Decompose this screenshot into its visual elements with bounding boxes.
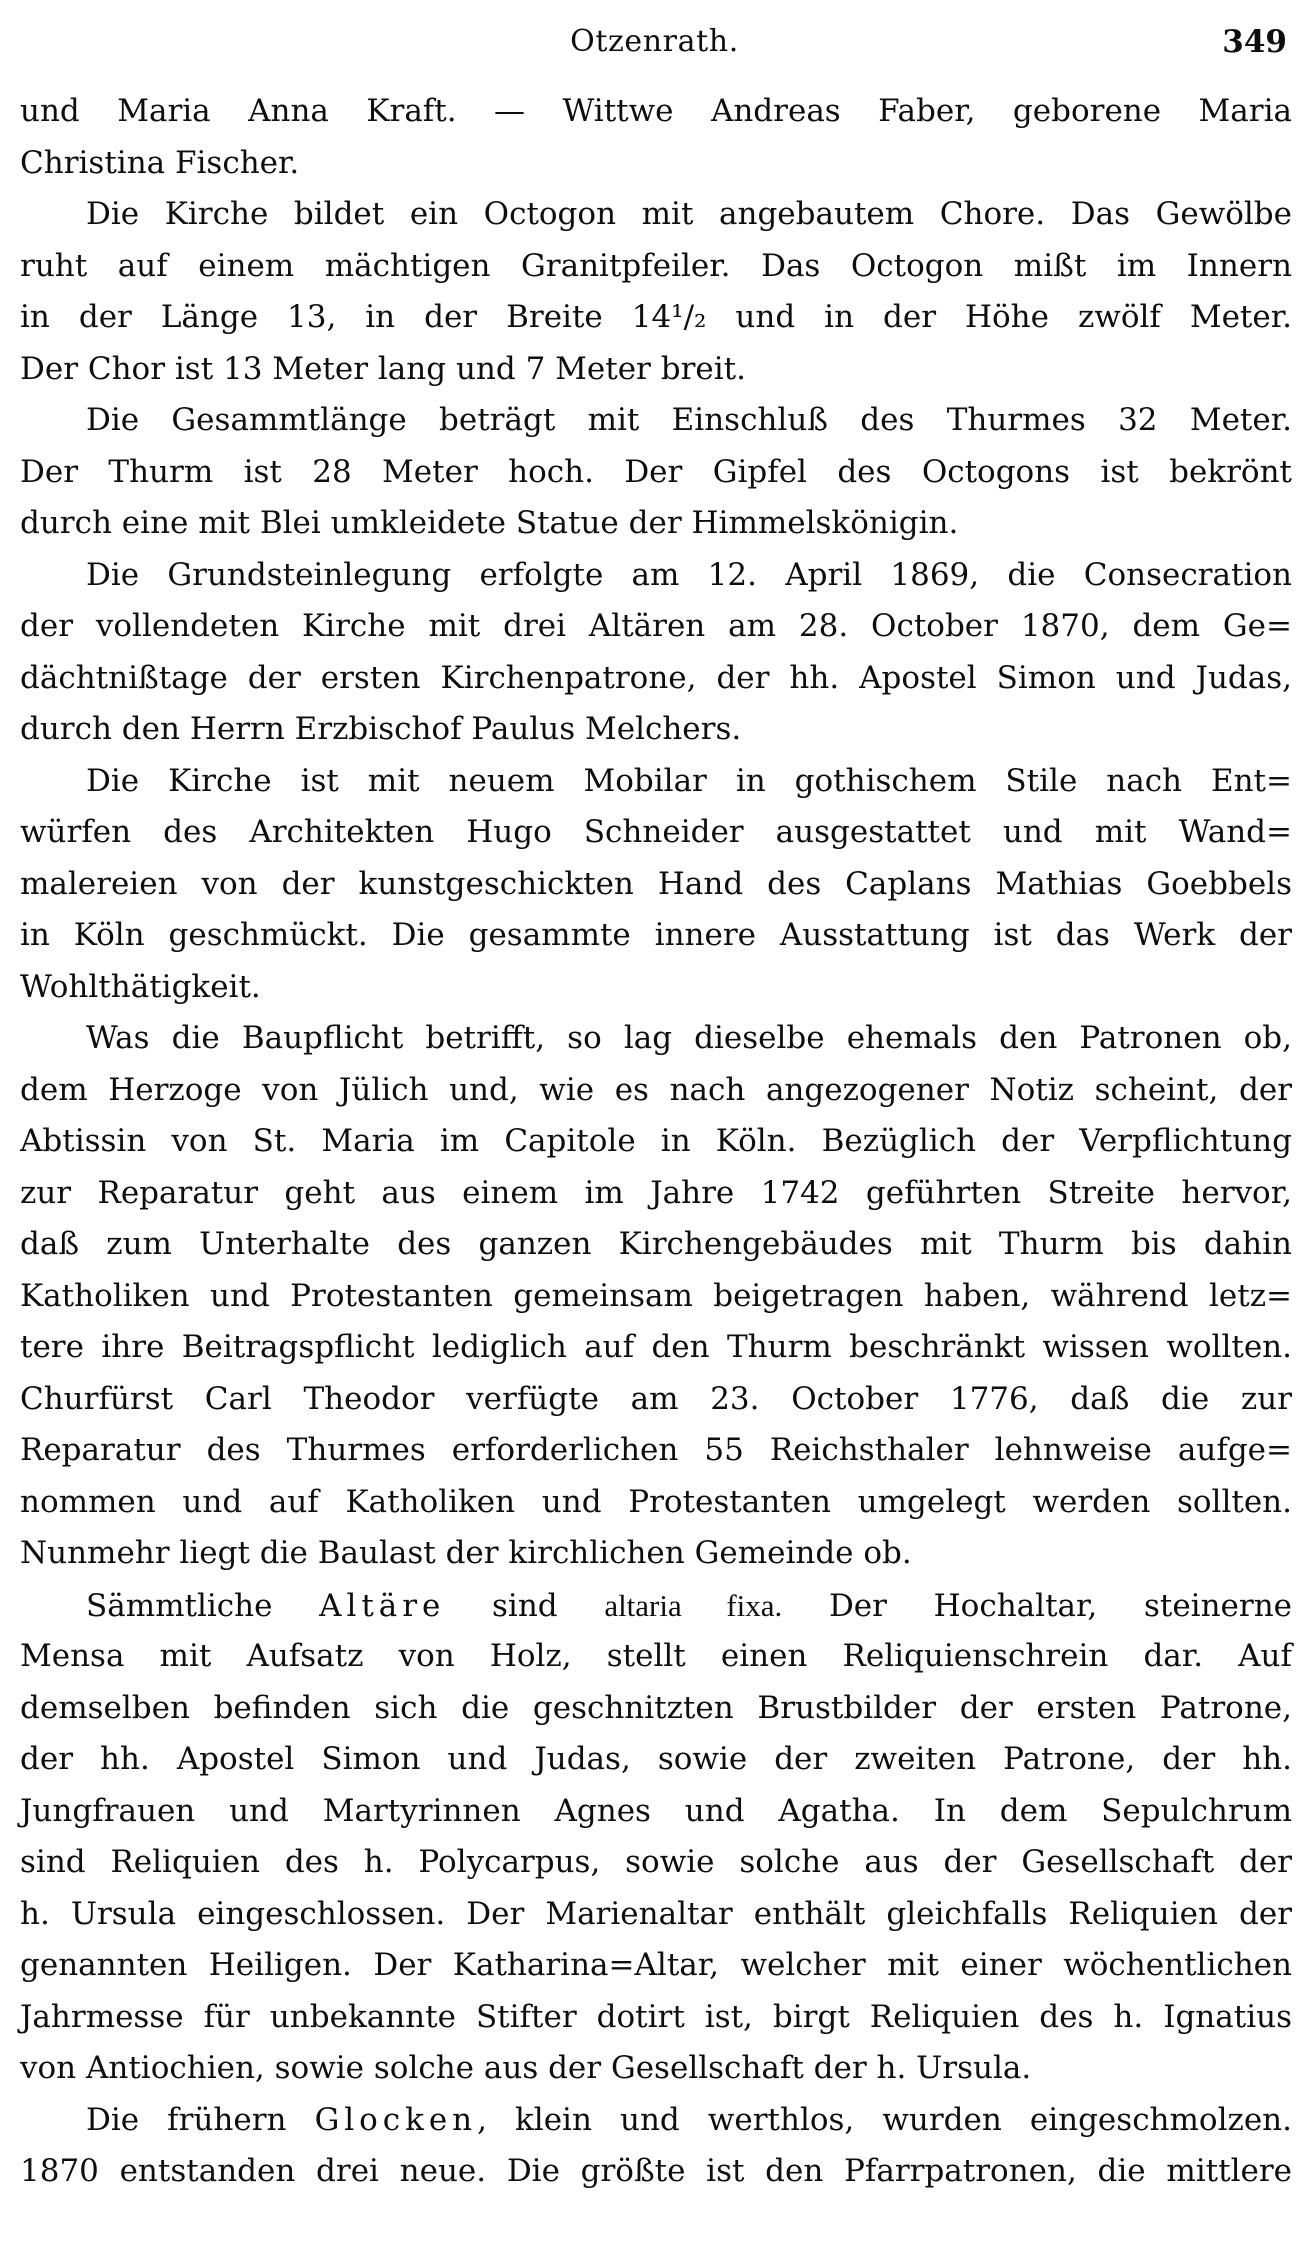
text-line [20, 807, 1292, 859]
text-line [20, 1219, 1292, 1271]
text-segment: sind Reliquien des h. Polycarpus, sowie solche aus der Gesellschaft der [20, 1844, 1292, 1880]
text-line [20, 344, 1292, 396]
text-segment: von Antiochien, sowie solche aus der Gesellschaft der h. Ursula. [20, 2050, 1032, 2086]
text-line [20, 859, 1292, 911]
text-segment: Die frühern [86, 2101, 315, 2138]
text-segment: dem Herzoge von Jülich und, wie es nach angezogener Notiz scheint, der [20, 1071, 1292, 1108]
running-header-title: Otzenrath. [570, 24, 739, 59]
text-line [20, 2095, 1292, 2147]
text-segment: und Maria Anna Kraft. — Wittwe Andreas Faber, geborene Maria [20, 93, 1292, 129]
text-line [20, 189, 1292, 241]
text-line [20, 1477, 1292, 1529]
text-segment: würfen des Architekten Hugo Schneider ausgestattet und mit Wand= [20, 814, 1292, 850]
text-line [20, 1425, 1292, 1477]
text-segment: malereien von der kunstgeschickten Hand des Caplans Mathias Goebbels [20, 865, 1292, 902]
page-number: 349 [1222, 24, 1287, 60]
text-line [20, 1992, 1292, 2044]
text-segment: Die Gesammtlänge beträgt mit Einschluß des Thurmes 32 Meter. [86, 402, 1292, 438]
text-segment: dächtnißtage der ersten Kirchenpatrone, der hh. Apostel Simon und Judas, [20, 659, 1292, 696]
text-line [20, 1528, 1292, 1580]
text-segment: Der Hochaltar, steinerne [782, 1587, 1293, 1624]
text-segment: in Köln geschmückt. Die gesammte innere Ausstattung ist das Werk der [20, 917, 1292, 953]
text-line [20, 86, 1292, 138]
text-line [20, 910, 1292, 962]
text-line [20, 138, 1292, 190]
text-line [20, 1065, 1292, 1117]
page-header [20, 24, 1289, 70]
text-segment: demselben befinden sich die geschnitzten Brustbilder der ersten Patrone, [20, 1689, 1292, 1726]
text-line [20, 1837, 1292, 1889]
text-line [20, 1631, 1292, 1683]
text-line [20, 241, 1292, 293]
text-segment: der hh. Apostel Simon und Judas, sowie der zweiten Patrone, der hh. [20, 1741, 1292, 1777]
text-segment: Reparatur des Thurmes erforderlichen 55 Reichsthaler lehnweise aufge= [20, 1432, 1292, 1468]
text-line [20, 1683, 1292, 1735]
text-line [20, 292, 1292, 344]
text-line [20, 704, 1292, 756]
text-segment: Christina Fischer. [20, 144, 300, 181]
text-segment: tere ihre Beitragspflicht lediglich auf den Thurm beschränkt wissen wollten. [20, 1329, 1292, 1365]
text-segment: Der Chor ist 13 Meter lang und 7 Meter breit. [20, 350, 746, 387]
text-segment: daß zum Unterhalte des ganzen Kirchengebäudes mit Thurm bis dahin [20, 1226, 1292, 1262]
text-segment: in der Länge 13, in der Breite 14¹/₂ und in der Höhe zwölf Meter. [20, 299, 1292, 335]
text-line [20, 2146, 1292, 2198]
text-segment: durch den Herrn Erzbischof Paulus Melchers. [20, 711, 742, 747]
text-segment: Wohlthätigkeit. [20, 968, 261, 1005]
text-segment: Jahrmesse für unbekannte Stifter dotirt ist, birgt Reliquien des h. Ignatius [20, 1998, 1292, 2035]
text-line [20, 1374, 1292, 1426]
text-line [20, 653, 1292, 705]
text-segment: h. Ursula eingeschlossen. Der Marienaltar enthält gleichfalls Reliquien der [20, 1895, 1292, 1932]
text-segment: Die Kirche bildet ein Octogon mit angebautem Chore. Das Gewölbe [86, 196, 1292, 232]
text-line [20, 1889, 1292, 1941]
text-line [20, 1580, 1292, 1632]
text-segment: Die Kirche ist mit neuem Mobilar in gothischem Stile nach Ent= [86, 762, 1292, 799]
text-segment: Jungfrauen und Martyrinnen Agnes und Agatha. In dem Sepulchrum [20, 1792, 1292, 1829]
text-segment: ruht auf einem mächtigen Granitpfeiler. Das Octogon mißt im Innern [20, 247, 1292, 284]
text-segment: Nunmehr liegt die Baulast der kirchlichen Gemeinde ob. [20, 1535, 912, 1571]
text-line [20, 1322, 1292, 1374]
text-segment: Die Grundsteinlegung erfolgte am 12. April 1869, die Consecration [86, 556, 1292, 593]
text-segment: Sämmtliche [86, 1587, 320, 1624]
text-segment-sperr: Glocken [314, 2101, 478, 2138]
text-segment: genannten Heiligen. Der Katharina=Altar, welcher mit einer wöchentlichen [20, 1947, 1292, 1983]
text-segment: Abtissin von St. Maria im Capitole in Köln. Bezüglich der Verpflichtung [20, 1123, 1292, 1159]
text-segment: durch eine mit Blei umkleidete Statue der Himmelskönigin. [20, 505, 959, 541]
text-segment: der vollendeten Kirche mit drei Altären am 28. October 1870, dem Ge= [20, 608, 1292, 644]
text-line [20, 1786, 1292, 1838]
text-segment: zur Reparatur geht aus einem im Jahre 1742 geführten Streite hervor, [20, 1174, 1292, 1211]
text-segment: nommen und auf Katholiken und Protestanten umgelegt werden sollten. [20, 1483, 1292, 1520]
text-segment: Churfürst Carl Theodor verfügte am 23. October 1776, daß die zur [20, 1380, 1292, 1417]
text-line [20, 756, 1292, 808]
text-segment: sind [445, 1587, 605, 1624]
text-line [20, 395, 1292, 447]
text-line [20, 2043, 1292, 2095]
text-line [20, 498, 1292, 550]
text-segment: 1870 entstanden drei neue. Die größte ist den Pfarrpatronen, die mittlere [20, 2153, 1292, 2189]
text-segment-sperr: Altäre [319, 1587, 446, 1624]
text-line [20, 962, 1292, 1014]
text-segment: Was die Baupflicht betrifft, so lag dieselbe ehemals den Patronen ob, [86, 1020, 1292, 1056]
text-line [20, 550, 1292, 602]
text-segment-antiqua: altaria fixa. [604, 1587, 783, 1623]
body-text [20, 86, 1292, 2198]
text-line [20, 1734, 1292, 1786]
text-line [20, 1013, 1292, 1065]
text-segment: Mensa mit Aufsatz von Holz, stellt einen Reliquienschrein dar. Auf [20, 1638, 1292, 1674]
text-line [20, 447, 1292, 499]
text-segment: Der Thurm ist 28 Meter hoch. Der Gipfel des Octogons ist bekrönt [20, 453, 1292, 490]
text-line [20, 1116, 1292, 1168]
text-line [20, 1940, 1292, 1992]
text-line [20, 1271, 1292, 1323]
text-segment: Katholiken und Protestanten gemeinsam beigetragen haben, während letz= [20, 1277, 1292, 1314]
text-line [20, 1168, 1292, 1220]
text-line [20, 601, 1292, 653]
text-segment: , klein und werthlos, wurden eingeschmolzen. [477, 2101, 1292, 2138]
